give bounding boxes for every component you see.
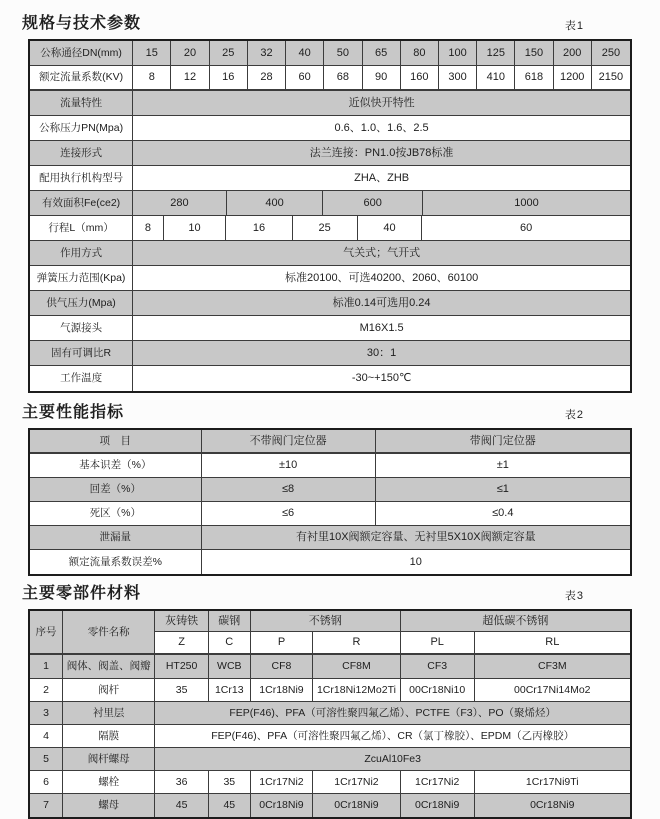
table-cell: 有效面积Fe(ce2) [30, 191, 133, 215]
table-cell: 标准0.14可选用0.24 [332, 296, 431, 309]
table-cell: 回差（%） [30, 478, 202, 501]
table-cell: 250 [601, 46, 621, 59]
header-cell-part-name: 零件名称 [63, 611, 155, 653]
table-cell: FEP(F46)、PFA（可溶性聚四氟乙烯）、PCTFE（F3）、PO（聚烯烃） [229, 706, 557, 719]
table-cell: 280 [133, 191, 227, 215]
table-cell: HT250 [155, 655, 208, 678]
table-number-tag: 表1 [564, 20, 584, 32]
table-number-tag: 表3 [564, 590, 584, 602]
table-cell: 618 [515, 66, 553, 89]
table-cell: 7 [30, 794, 63, 817]
table-cell: 40 [358, 216, 423, 240]
section-specs [22, 13, 632, 393]
table-cell: 410 [477, 66, 515, 89]
table-row [30, 116, 630, 141]
table-cell: 65 [363, 41, 401, 65]
table-cell: P [251, 632, 313, 653]
table-row [30, 141, 630, 166]
table-cell: 3 [30, 702, 63, 724]
table-cell: 衬里层 [63, 702, 155, 724]
section-header [22, 583, 584, 603]
table-cell: 8 [133, 216, 164, 240]
table-cell: 60 [286, 66, 324, 89]
table-cell: 45 [155, 794, 208, 817]
table-cell: 35 [209, 771, 251, 793]
table-cell: FEP(F46)、PFA（可溶性聚四氟乙烯）、CR（氯丁橡胶）、EPDM（乙丙橡胶） [211, 729, 575, 742]
table-cell: 碳钢 [209, 611, 251, 631]
table-cell: 0Cr18Ni9 [313, 794, 401, 817]
table-cell: 4 [30, 725, 63, 747]
table-row [30, 702, 630, 725]
materials-header-grid [155, 611, 630, 653]
table-cell: 流量特性 [30, 91, 133, 115]
table-row [30, 366, 630, 391]
table-cell: 隔膜 [63, 725, 155, 747]
table-cell: 00Cr18Ni10 [401, 679, 475, 701]
table-cell: CF3M [537, 660, 567, 673]
table-cell: R [313, 632, 401, 653]
table-cell: 30：1 [366, 346, 397, 359]
table-cell: 有衬里10X阀额定容量、无衬里5X10X阀额定容量 [295, 531, 536, 543]
table-row [30, 166, 630, 191]
table-cell: RL [545, 636, 560, 648]
table-cell: 阀体、阀盖、阀瓣 [63, 655, 155, 678]
materials-table-body [30, 655, 630, 817]
table-row [155, 632, 630, 653]
table-cell: 1Cr17Ni2 [251, 771, 313, 793]
table-cell: PL [401, 632, 475, 653]
table-row [30, 478, 630, 502]
table-cell: 0Cr18Ni9 [251, 794, 313, 817]
table-cell: 45 [209, 794, 251, 817]
section-title: 主要性能指标 [22, 404, 125, 421]
table-cell: ≤8 [202, 478, 376, 501]
table-cell: 160 [401, 66, 439, 89]
table-cell: 行程L（mm） [30, 216, 133, 240]
table-cell: 标准20100、可选40200、2060、60100 [284, 271, 479, 284]
header-cell-seq: 序号 [30, 611, 63, 653]
table-row [30, 679, 630, 702]
table-row [30, 454, 630, 478]
table-cell: 200 [554, 41, 592, 65]
section-title: 主要零部件材料 [22, 585, 142, 602]
table-cell: 固有可调比R [30, 341, 133, 365]
table-row [30, 550, 630, 574]
table-cell: 1000 [514, 196, 539, 209]
table-cell: 带阀门定位器 [469, 434, 536, 447]
table-row [30, 91, 630, 116]
table-cell: M16X1.5 [359, 321, 404, 334]
table-row [30, 341, 630, 366]
table-cell: 150 [515, 41, 553, 65]
table-cell: 项 目 [30, 430, 202, 452]
table-cell: 1Cr17Ni2 [313, 771, 401, 793]
section-performance [22, 402, 632, 576]
section-header [22, 13, 584, 33]
table-cell: 20 [171, 41, 209, 65]
section-header [22, 402, 584, 422]
table-cell: 400 [227, 191, 324, 215]
section-materials [22, 583, 632, 819]
table-cell: ±1 [496, 459, 509, 471]
table-cell: 10 [164, 216, 226, 240]
table-cell: ≤0.4 [492, 507, 514, 519]
table-cell: 68 [324, 66, 362, 89]
table-cell: -30~+150℃ [351, 372, 412, 384]
table-row [30, 794, 630, 817]
table-cell: 12 [171, 66, 209, 89]
table-cell: 泄漏量 [30, 526, 202, 549]
table-cell: 1200 [554, 66, 592, 89]
table-cell: 工作温度 [30, 366, 133, 391]
table-cell: 25 [293, 216, 358, 240]
table-cell: 气源接头 [30, 316, 133, 340]
table-cell: 阀杆 [63, 679, 155, 701]
table-cell: 阀杆螺母 [63, 748, 155, 770]
table-cell: 连接形式 [30, 141, 133, 165]
table-cell: 额定流量系数(KV) [30, 66, 133, 89]
table-cell: 不锈钢 [251, 611, 401, 631]
table-row [30, 655, 630, 679]
table-cell: 10 [409, 555, 422, 568]
table-row [30, 216, 630, 241]
table-cell: 不带阀门定位器 [202, 430, 376, 452]
table-cell: 公称压力PN(Mpa) [30, 116, 133, 140]
table-cell: 1Cr17Ni9Ti [525, 775, 579, 788]
table-cell: C [209, 632, 251, 653]
table-cell: 额定流量系数误差% [30, 550, 202, 574]
table-row [30, 502, 630, 526]
table-cell: 90 [363, 66, 401, 89]
table-cell: 法兰连接：PN1.0按JB78标准 [309, 146, 454, 159]
table-cell: 1Cr13 [209, 679, 251, 701]
table-cell: 5 [30, 748, 63, 770]
section-title: 规格与技术参数 [22, 15, 142, 32]
table-cell: 16 [226, 216, 293, 240]
table-cell: 1Cr17Ni2 [401, 771, 475, 793]
table-cell: 0Cr18Ni9 [530, 799, 575, 812]
table-cell: 基本识差（%） [30, 454, 202, 477]
table-cell: 近似快开特性 [348, 96, 415, 109]
table-cell: 螺栓 [63, 771, 155, 793]
table-cell: 0Cr18Ni9 [401, 794, 475, 817]
table-cell: 配用执行机构型号 [30, 166, 133, 190]
table-cell: 1Cr18Ni12Mo2Ti [313, 679, 401, 701]
table-cell: 8 [133, 66, 171, 89]
materials-table-header [30, 611, 630, 655]
table-cell: 2150 [598, 71, 624, 83]
table-cell: 125 [477, 41, 515, 65]
table-cell: 气关式；气开式 [343, 246, 421, 259]
table-cell: 6 [30, 771, 63, 793]
table-cell: 2 [30, 679, 63, 701]
table-cell: ZHA、ZHB [354, 171, 410, 184]
table-row [30, 191, 630, 216]
table-cell: 300 [439, 66, 477, 89]
table-cell: 1 [30, 655, 63, 678]
performance-table [28, 428, 632, 576]
table-row [30, 291, 630, 316]
table-cell: 25 [210, 41, 248, 65]
table-cell: 80 [401, 41, 439, 65]
table-cell: 40 [286, 41, 324, 65]
table-cell: CF8M [313, 655, 401, 678]
table-row [30, 748, 630, 771]
table-cell: 32 [248, 41, 286, 65]
table-cell: 00Cr17Ni14Mo2 [514, 683, 591, 696]
table-cell: WCB [209, 655, 251, 678]
table-cell: 100 [439, 41, 477, 65]
table-row [30, 526, 630, 550]
materials-table [28, 609, 632, 819]
table-cell: 600 [323, 191, 423, 215]
table-cell: 60 [520, 221, 533, 234]
table-row [30, 66, 630, 91]
table-cell: ZcuAl10Fe3 [364, 752, 421, 765]
table-cell: 50 [324, 41, 362, 65]
table-cell: 36 [155, 771, 208, 793]
table-cell: 弹簧压力范围(Kpa) [30, 266, 133, 290]
table-cell: 15 [133, 41, 171, 65]
table-row [30, 241, 630, 266]
table-cell: 0.6、1.0、1.6、2.5 [334, 121, 429, 134]
table-cell: ≤6 [202, 502, 376, 525]
table-cell: CF8 [251, 655, 313, 678]
table-cell: CF3 [401, 655, 475, 678]
table-cell: 16 [210, 66, 248, 89]
table-cell: 灰铸铁 [155, 611, 208, 631]
table-row [30, 430, 630, 454]
table-cell: 死区（%） [30, 502, 202, 525]
table-row [30, 771, 630, 794]
table-cell: 1Cr18Ni9 [251, 679, 313, 701]
table-cell: 超低碳不锈钢 [482, 614, 549, 627]
table-row [30, 725, 630, 748]
table-row [30, 316, 630, 341]
table-row [155, 611, 630, 632]
table-cell: 螺母 [63, 794, 155, 817]
table-row [30, 266, 630, 291]
table-cell: Z [155, 632, 208, 653]
table-cell: 作用方式 [30, 241, 133, 265]
table-cell: 35 [155, 679, 208, 701]
table-cell: 公称通径DN(mm) [30, 41, 133, 65]
table-cell: ±10 [202, 454, 376, 477]
table-cell: ≤1 [496, 483, 509, 495]
table-cell: 供气压力(Mpa) [30, 291, 133, 315]
specs-table [28, 39, 632, 393]
table-cell: 28 [248, 66, 286, 89]
table-number-tag: 表2 [564, 409, 584, 421]
table-row [30, 41, 630, 66]
